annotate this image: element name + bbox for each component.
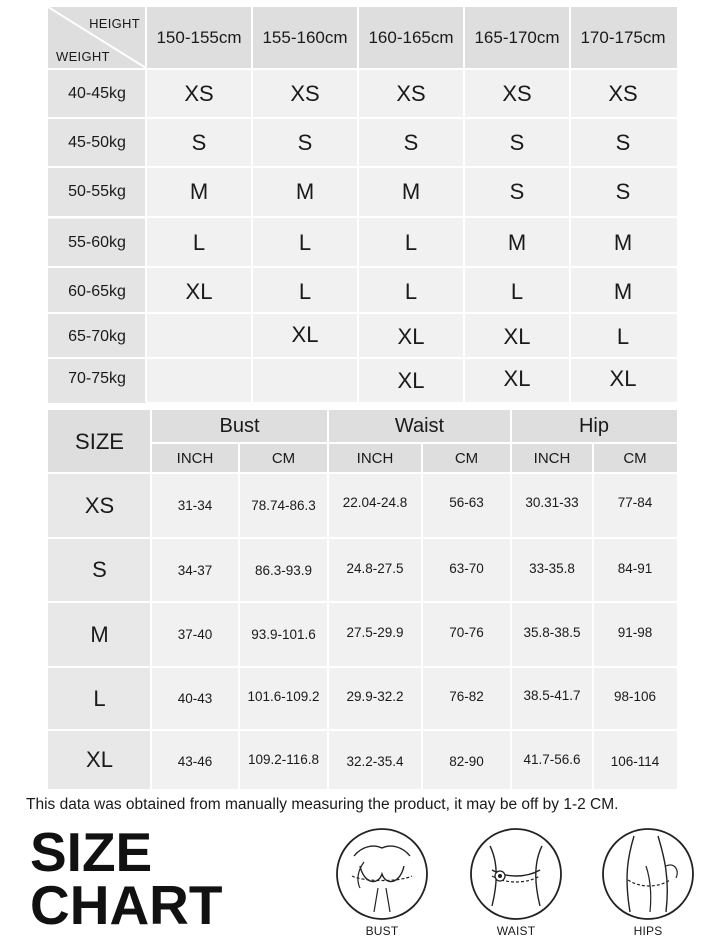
size-cell: XS bbox=[396, 81, 426, 106]
height-axis-label: HEIGHT bbox=[89, 16, 140, 31]
column-divider bbox=[357, 7, 359, 402]
size-row-header: XS bbox=[84, 492, 115, 518]
size-cell: S bbox=[509, 130, 525, 155]
row-divider bbox=[48, 216, 677, 218]
size-row-header: S bbox=[92, 557, 107, 582]
size-cell: XS bbox=[608, 81, 638, 106]
measurement-cell: 38.5-41.7 bbox=[523, 688, 581, 703]
measurement-cell: 77-84 bbox=[617, 495, 653, 510]
measurement-cell: 37-40 bbox=[177, 627, 213, 642]
measurement-cell: 30.31-33 bbox=[525, 495, 579, 510]
unit-header: INCH bbox=[176, 449, 214, 467]
size-cell: L bbox=[616, 324, 630, 349]
waist-group-header: Waist bbox=[394, 415, 445, 437]
measurement-cell: 101.6-109.2 bbox=[247, 689, 320, 704]
unit-header: INCH bbox=[533, 449, 571, 467]
hips-caption: HIPS bbox=[633, 924, 663, 938]
size-cell: XL bbox=[397, 324, 425, 349]
height-column-header: 160-165cm bbox=[368, 27, 454, 47]
size-cell: S bbox=[403, 130, 419, 155]
measurement-disclaimer: This data was obtained from manually measuring the product, it may be off by 1-2 CM. bbox=[26, 796, 619, 813]
row-divider bbox=[48, 266, 677, 268]
height-column-header: 170-175cm bbox=[580, 27, 666, 47]
measurement-cell: 33-35.8 bbox=[529, 560, 575, 576]
bust-group-header: Bust bbox=[219, 415, 260, 437]
column-divider bbox=[510, 410, 512, 789]
size-cell: L bbox=[404, 279, 418, 304]
row-divider bbox=[151, 442, 677, 444]
row-divider bbox=[48, 166, 677, 168]
row-divider bbox=[48, 117, 677, 119]
size-chart-title bbox=[30, 821, 223, 936]
column-divider bbox=[238, 443, 240, 789]
size-cell: L bbox=[192, 230, 206, 255]
size-cell: XL bbox=[503, 324, 531, 349]
unit-header: CM bbox=[623, 449, 647, 467]
unit-header: INCH bbox=[356, 449, 394, 467]
measurement-cell: 63-70 bbox=[449, 560, 484, 576]
measurement-cell: 34-37 bbox=[177, 562, 213, 578]
measurement-cell: 76-82 bbox=[449, 689, 484, 704]
size-row-header: M bbox=[90, 621, 109, 647]
size-cell: M bbox=[401, 179, 421, 204]
weight-row-header: 55-60kg bbox=[48, 219, 146, 267]
column-divider bbox=[463, 7, 465, 402]
size-cell: XL bbox=[609, 366, 637, 391]
size-column-header: SIZE bbox=[48, 410, 151, 473]
measurement-cell: 78.74-86.3 bbox=[251, 498, 316, 513]
bust-measure-icon bbox=[334, 826, 430, 922]
row-divider bbox=[48, 472, 677, 474]
size-row-header: L bbox=[93, 685, 106, 711]
row-divider bbox=[48, 357, 677, 359]
height-column-header: 150-155cm bbox=[156, 27, 242, 47]
unit-header: CM bbox=[271, 449, 296, 467]
size-cell: XS bbox=[184, 81, 214, 106]
bust-caption: BUST bbox=[365, 924, 399, 938]
weight-row-header: 40-45kg bbox=[48, 70, 146, 118]
column-divider bbox=[150, 410, 152, 789]
size-cell: S bbox=[615, 130, 631, 155]
weight-row-header: 70-75kg bbox=[48, 355, 146, 403]
hips-measure-icon bbox=[600, 826, 696, 922]
measurement-cell: 31-34 bbox=[177, 498, 213, 513]
hips-figure bbox=[600, 826, 696, 938]
size-cell bbox=[252, 355, 358, 403]
title-line-1: SIZE bbox=[30, 821, 153, 883]
waist-figure bbox=[468, 826, 564, 938]
measurement-cell: 93.9-101.6 bbox=[251, 627, 316, 642]
size-cell: M bbox=[613, 279, 633, 304]
weight-axis-label: WEIGHT bbox=[56, 49, 110, 64]
measurement-cell: 106-114 bbox=[610, 754, 660, 769]
weight-row-header: 65-70kg bbox=[48, 313, 146, 361]
weight-row-header: 50-55kg bbox=[48, 168, 146, 216]
size-cell bbox=[146, 355, 252, 403]
corner-header bbox=[48, 7, 146, 68]
measurement-cell: 86.3-93.9 bbox=[254, 562, 313, 578]
size-row-header: XL bbox=[86, 746, 113, 772]
column-divider bbox=[569, 7, 571, 402]
size-cell: M bbox=[189, 179, 209, 204]
hip-group-header: Hip bbox=[578, 415, 609, 437]
measurement-cell: 82-90 bbox=[449, 754, 484, 769]
weight-row-header: 45-50kg bbox=[48, 119, 146, 167]
size-cell: S bbox=[509, 179, 525, 204]
measurement-cell: 43-46 bbox=[177, 754, 213, 769]
size-cell: S bbox=[615, 179, 631, 204]
size-cell: L bbox=[298, 279, 312, 304]
row-divider bbox=[48, 666, 677, 668]
body-measurement-table bbox=[48, 410, 677, 789]
title-line-2: CHART bbox=[30, 874, 223, 936]
size-cell: XL bbox=[397, 368, 425, 393]
column-divider bbox=[421, 443, 423, 789]
height-column-header: 165-170cm bbox=[474, 27, 560, 47]
measurement-cell: 32.2-35.4 bbox=[346, 754, 404, 769]
measurement-cell: 84-91 bbox=[617, 560, 653, 576]
column-divider bbox=[251, 7, 253, 402]
measurement-cell: 109.2-116.8 bbox=[247, 752, 320, 767]
weight-height-size-table bbox=[48, 7, 677, 402]
measurement-cell: 22.04-24.8 bbox=[342, 495, 408, 510]
measurement-cell: 27.5-29.9 bbox=[346, 625, 404, 640]
unit-header: CM bbox=[454, 449, 479, 467]
measurement-cell: 41.7-56.6 bbox=[523, 752, 581, 767]
size-cell: XS bbox=[290, 81, 320, 106]
weight-row-header: 60-65kg bbox=[48, 268, 146, 316]
row-divider bbox=[48, 537, 677, 539]
measurement-cell: 98-106 bbox=[613, 689, 657, 704]
size-cell: L bbox=[510, 279, 524, 304]
row-divider bbox=[48, 601, 677, 603]
size-cell: L bbox=[298, 230, 312, 255]
size-cell: M bbox=[507, 230, 527, 255]
column-divider bbox=[327, 410, 329, 789]
column-divider bbox=[592, 443, 594, 789]
measurement-cell: 35.8-38.5 bbox=[523, 625, 581, 640]
waist-caption: WAIST bbox=[496, 924, 536, 938]
measurement-cell: 70-76 bbox=[449, 625, 484, 640]
row-divider bbox=[48, 312, 677, 314]
measurement-cell: 29.9-32.2 bbox=[346, 689, 404, 704]
measurement-cell: 56-63 bbox=[449, 495, 484, 510]
size-cell: M bbox=[295, 179, 315, 204]
size-cell: L bbox=[404, 230, 418, 255]
measurement-cell: 24.8-27.5 bbox=[346, 560, 404, 576]
size-cell: S bbox=[297, 130, 313, 155]
waist-measure-icon bbox=[468, 826, 564, 922]
row-divider bbox=[48, 68, 677, 70]
size-cell: XL bbox=[185, 279, 213, 304]
size-cell: XS bbox=[502, 81, 532, 106]
height-column-header: 155-160cm bbox=[262, 27, 348, 47]
column-divider bbox=[145, 7, 147, 402]
size-cell: S bbox=[191, 130, 207, 155]
measurement-cell: 91-98 bbox=[617, 625, 653, 640]
measurement-cell: 40-43 bbox=[177, 691, 213, 706]
size-cell bbox=[146, 311, 252, 359]
bust-figure bbox=[334, 826, 430, 938]
size-cell: M bbox=[613, 230, 633, 255]
size-cell: XL bbox=[503, 366, 531, 391]
size-cell: XL bbox=[291, 322, 319, 347]
row-divider bbox=[48, 729, 677, 731]
